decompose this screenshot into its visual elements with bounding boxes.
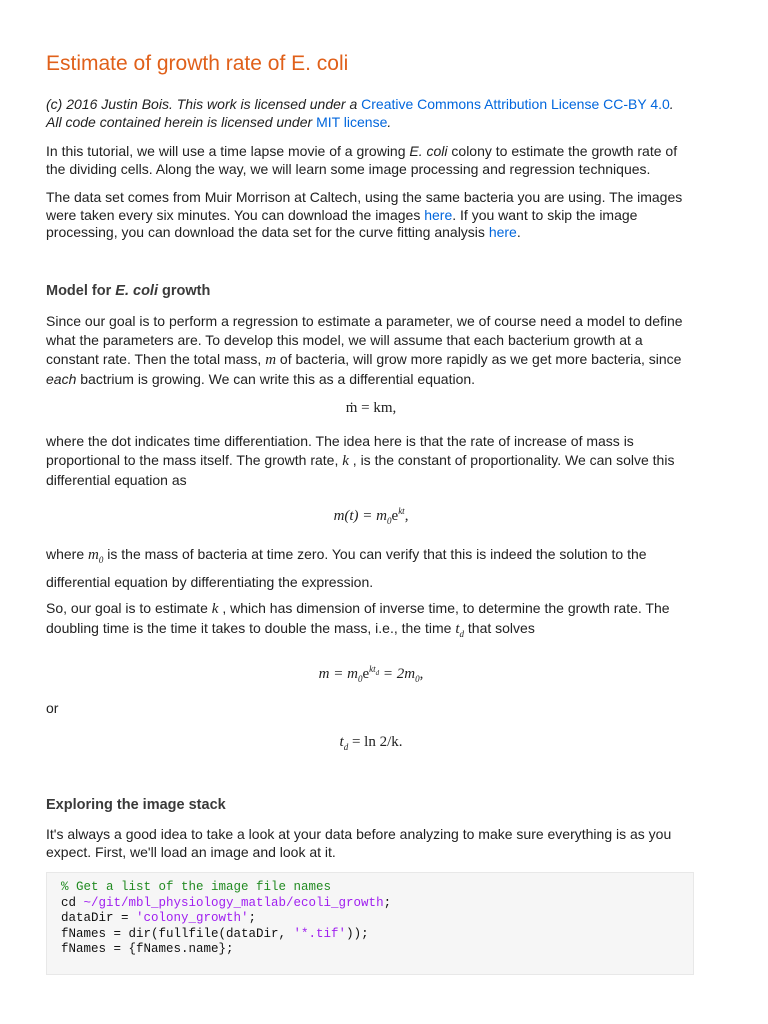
images-download-link[interactable]: here	[424, 206, 453, 223]
license-text-1: (c) 2016 Justin Bois. This work is licensed under a	[46, 96, 362, 112]
code-path: ~/git/mbl_physiology_matlab/ecoli_growth	[83, 895, 384, 910]
code-fnames-dir: fNames = dir(fullfile(dataDir,	[61, 926, 294, 941]
math-sub-d: d	[459, 628, 464, 639]
dataset-download-link[interactable]: here	[488, 224, 517, 240]
model-p2-text: where the dot indicates time differentiation. The idea here is that the rate of increase of mass is proportional to the mass itself. The growth rate,	[46, 433, 634, 468]
eq2-lhs: m(t) = m	[333, 508, 388, 524]
license-period-2: .	[387, 113, 392, 130]
code-tif-pattern: '*.tif'	[293, 926, 347, 941]
equation-solution	[46, 506, 696, 526]
eq3-rhs: = 2m	[379, 666, 416, 682]
intro-p1-text: In this tutorial, we will use a time lapse movie of a growing	[46, 143, 410, 159]
model-p1-emphasis: each	[46, 371, 77, 387]
model-heading-species: E. coli	[115, 283, 158, 299]
code-line-5: fNames = {fNames.name};	[61, 942, 234, 956]
eq3-lhs: m = m	[318, 666, 358, 682]
model-section-heading	[46, 283, 210, 299]
model-heading-text: Model for	[46, 283, 116, 299]
intro-paragraph-1	[46, 143, 696, 178]
equation-doubling	[46, 664, 696, 684]
mit-license-link[interactable]: MIT license	[316, 113, 388, 130]
model-heading-text-2: growth	[158, 283, 211, 299]
code-datadir: dataDir =	[61, 911, 137, 925]
eq3-comma: ,	[419, 666, 424, 682]
model-p4-text-2: , which has dimension of inverse time, to determine the growth rate. The doubling time is the time it takes to double the mass, i.e., the time	[46, 600, 670, 636]
model-p1-text-2: of bacteria, will grow more rapidly as we get more bacteria, since	[276, 351, 682, 367]
eq4-rhs: = ln 2/k.	[348, 734, 403, 750]
code-cd: cd	[61, 895, 84, 910]
eq4-t: t	[339, 734, 344, 750]
intro-p2-text-2: . If you want to skip the image processing, you can download the data set for the curve fitting analysis	[46, 206, 638, 240]
equation-differential: ṁ = km,	[345, 400, 397, 416]
or-text: or	[46, 700, 59, 716]
model-p2-text-2: , is the constant of proportionality. We can solve this differential equation as	[46, 452, 675, 488]
model-p1-text-3: bactrium is growing. We can write this as a differential equation.	[76, 371, 476, 387]
code-semicolon-2: ;	[248, 911, 257, 925]
page-title: Estimate of growth rate of E. coli	[46, 52, 349, 75]
eq3-exponent	[369, 664, 380, 677]
code-line-3	[61, 911, 256, 925]
eq3-exponent-kt: kt	[369, 664, 376, 674]
math-var-k: k	[342, 453, 349, 469]
eq2-sub: 0	[387, 516, 392, 526]
code-comment: % Get a list of the image file names	[61, 880, 332, 894]
model-paragraph-3	[46, 543, 696, 593]
model-paragraph-1	[46, 312, 696, 389]
intro-p1-species: E. coli	[409, 143, 448, 159]
model-p4-text: So, our goal is to estimate	[46, 600, 212, 616]
eq3-exponent-sub: d	[375, 668, 380, 677]
code-datadir-string: 'colony_growth'	[136, 911, 249, 925]
model-p4-text-3: that solves	[464, 620, 535, 636]
code-close: ));	[346, 926, 369, 941]
intro-p1-text-2: colony to estimate the growth rate of the dividing cells. Along the way, we will learn some image processing and regression techniques.	[46, 143, 678, 177]
code-line-2	[61, 896, 391, 910]
explore-paragraph-1: It's always a good idea to take a look at your data before analyzing to make sure everything is as you expect. First, we'll load an image and look at it.	[46, 826, 672, 860]
model-p3-text: where	[46, 546, 89, 562]
license-notice	[46, 96, 696, 131]
intro-paragraph-2	[46, 189, 696, 242]
equation-doubling-time	[46, 734, 696, 752]
intro-p2-text: The data set comes from Muir Morrison at Caltech, using the same bacteria you are using. The images were taken every six minutes. You can download the images	[46, 189, 683, 223]
math-var-k-2: k	[211, 601, 219, 617]
license-period-1: .	[669, 96, 674, 112]
eq2-exponent: kt	[398, 506, 405, 516]
code-line-1	[61, 880, 331, 894]
eq2-exp-base: e	[391, 508, 399, 524]
explore-section-heading: Exploring the image stack	[46, 797, 226, 813]
eq3-sub-2: 0	[415, 674, 420, 684]
model-p3-text-2: is the mass of bacteria at time zero. You can verify that this is indeed the solution to the differential equation by differentiating the expression.	[46, 546, 647, 590]
eq3-sub: 0	[357, 674, 363, 684]
code-line-4	[61, 927, 369, 941]
code-cell[interactable]	[46, 872, 694, 975]
math-sub-0: 0	[98, 554, 104, 565]
intro-p2-text-3: .	[516, 224, 521, 240]
math-var-m0: m	[88, 547, 99, 563]
model-paragraph-2	[46, 432, 696, 490]
eq4-sub: d	[343, 742, 349, 752]
model-p1-text: Since our goal is to perform a regression to estimate a parameter, we of course need a model to define what the parameters are. To develop this model, we will assume that each bacterium growth at a constant rate. Then the total mass,	[46, 313, 683, 367]
eq2-comma: ,	[404, 508, 409, 524]
code-semicolon: ;	[383, 895, 392, 910]
model-paragraph-4	[46, 599, 696, 644]
math-var-m: m	[265, 352, 277, 368]
eq3-exp-base: e	[362, 666, 370, 682]
license-text-2: All code contained herein is licensed under	[46, 113, 317, 130]
math-var-td: t	[455, 621, 460, 637]
cc-by-license-link[interactable]: Creative Commons Attribution License CC-BY 4.0	[361, 96, 670, 112]
